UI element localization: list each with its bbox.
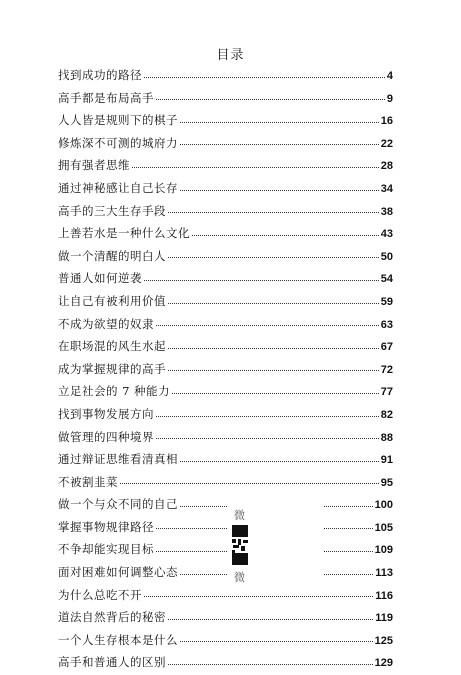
toc-entry-label: 立足社会的 7 种能力	[58, 384, 171, 399]
toc-entry[interactable]	[58, 493, 393, 516]
toc-entry-label: 高手的三大生存手段	[58, 203, 166, 218]
toc-entry-page-number: 72	[380, 363, 393, 376]
toc-entry-page-number: 88	[380, 431, 393, 444]
toc-entry-page-number: 28	[380, 160, 393, 173]
qr-code-icon	[232, 525, 248, 565]
toc-entry-label: 道法自然背后的秘密	[58, 610, 166, 625]
toc-entry-label: 高手都是布局高手	[58, 90, 154, 105]
toc-dot-leader	[180, 122, 379, 123]
toc-entry-label: 做管理的四种境界	[58, 429, 154, 444]
toc-dot-leader	[168, 664, 373, 665]
toc-entry[interactable]	[58, 245, 393, 268]
toc-entry[interactable]	[58, 109, 393, 132]
toc-entry-page-number: 116	[375, 589, 393, 602]
toc-entry-page-number: 91	[380, 454, 393, 467]
toc-entry-label: 高手和普通人的区别	[58, 655, 166, 670]
toc-entry-label: 面对困难如何调整心态	[58, 565, 178, 580]
toc-entry[interactable]	[58, 448, 393, 471]
toc-entry[interactable]	[58, 200, 393, 223]
toc-entry[interactable]	[58, 426, 393, 449]
toc-entry[interactable]	[58, 380, 393, 403]
toc-entry-label: 做一个与众不同的自己	[58, 497, 178, 512]
toc-entry-page-number: 77	[380, 386, 393, 399]
toc-entry-label: 一个人生存根本是什么	[58, 632, 178, 647]
toc-dot-leader	[192, 235, 379, 236]
toc-entry[interactable]	[58, 403, 393, 426]
toc-entry-page-number: 34	[380, 182, 393, 195]
toc-entry-label: 拥有强者思维	[58, 158, 130, 173]
toc-entry-page-number: 43	[380, 228, 393, 241]
toc-entry-label: 上善若水是一种什么文化	[58, 226, 190, 241]
watermark-text-bottom: 微	[234, 571, 245, 584]
toc-entry-page-number: 16	[380, 115, 393, 128]
toc-entry-page-number: 105	[374, 521, 393, 534]
toc-entry-page-number: 59	[380, 295, 393, 308]
toc-entry-label: 做一个清醒的明白人	[58, 248, 166, 263]
toc-entry-page-number: 38	[380, 205, 393, 218]
toc-entry-label: 不被割韭菜	[58, 474, 118, 489]
toc-entry-page-number: 95	[380, 476, 393, 489]
toc-entry-page-number: 4	[386, 70, 393, 82]
toc-entry-label: 不争却能实现目标	[58, 542, 154, 557]
toc-entry-page-number: 67	[380, 341, 393, 354]
toc-entry-page-number: 63	[380, 318, 393, 331]
toc-entry-page-number: 119	[375, 612, 393, 625]
toc-dot-leader	[144, 280, 379, 281]
toc-entry-page-number: 50	[380, 250, 393, 263]
toc-dot-leader	[156, 325, 379, 326]
toc-dot-leader	[168, 370, 379, 371]
toc-entry-label: 让自己有被利用价值	[58, 293, 166, 308]
toc-list	[58, 64, 393, 674]
toc-dot-leader	[144, 77, 385, 78]
toc-entry-page-number: 22	[380, 137, 393, 150]
toc-entry-label: 在职场混的风生水起	[58, 339, 166, 354]
toc-entry-label: 人人皆是规则下的棋子	[58, 113, 178, 128]
toc-entry[interactable]	[58, 358, 393, 381]
toc-entry-page-number: 125	[374, 634, 393, 647]
toc-entry[interactable]	[58, 154, 393, 177]
toc-entry-label: 修炼深不可测的城府力	[58, 135, 178, 150]
toc-dot-leader	[168, 212, 379, 213]
toc-entry-label: 通过神秘感让自己长存	[58, 180, 178, 195]
toc-entry[interactable]	[58, 64, 393, 87]
toc-entry-page-number: 100	[374, 499, 393, 512]
toc-entry-label: 为什么总吃不开	[58, 587, 142, 602]
toc-entry-label: 普通人如何逆袭	[58, 271, 142, 286]
toc-entry[interactable]	[58, 177, 393, 200]
toc-dot-leader	[156, 438, 379, 439]
toc-entry[interactable]	[58, 132, 393, 155]
toc-entry[interactable]	[58, 561, 393, 584]
toc-entry-page-number: 82	[380, 408, 393, 421]
toc-entry-page-number: 9	[386, 92, 393, 105]
watermark-text-top: 微	[234, 509, 245, 522]
toc-dot-leader	[144, 596, 373, 597]
toc-entry[interactable]	[58, 313, 393, 336]
toc-dot-leader	[168, 257, 379, 258]
toc-dot-leader	[180, 144, 379, 145]
toc-title: 目录	[216, 48, 245, 63]
toc-entry-label: 不成为欲望的奴隶	[58, 316, 154, 331]
toc-entry[interactable]	[58, 651, 393, 674]
watermark	[228, 503, 324, 587]
toc-entry-page-number: 129	[374, 657, 393, 670]
toc-dot-leader	[172, 393, 379, 394]
toc-dot-leader	[180, 190, 379, 191]
toc-entry-label: 掌握事物规律路径	[58, 519, 154, 534]
toc-dot-leader	[156, 416, 379, 417]
toc-dot-leader	[120, 483, 379, 484]
toc-dot-leader	[180, 641, 373, 642]
toc-dot-leader	[168, 348, 379, 349]
toc-entry[interactable]	[58, 267, 393, 290]
toc-entry[interactable]	[58, 516, 393, 539]
toc-entry-page-number: 109	[374, 544, 393, 557]
toc-entry[interactable]	[58, 629, 393, 652]
toc-entry[interactable]	[58, 335, 393, 358]
toc-entry[interactable]	[58, 290, 393, 313]
toc-entry[interactable]	[58, 87, 393, 110]
toc-entry[interactable]	[58, 538, 393, 561]
toc-entry-label: 找到事物发展方向	[58, 406, 154, 421]
toc-dot-leader	[168, 619, 373, 620]
toc-dot-leader	[156, 99, 385, 100]
toc-entry-label: 通过辩证思维看清真相	[58, 452, 178, 467]
toc-dot-leader	[168, 303, 379, 304]
toc-dot-leader	[180, 461, 379, 462]
toc-entry[interactable]	[58, 471, 393, 494]
toc-entry-page-number: 54	[380, 273, 393, 286]
toc-entry[interactable]	[58, 584, 393, 607]
toc-entry-label: 成为掌握规律的高手	[58, 361, 166, 376]
toc-entry-label: 找到成功的路径	[58, 68, 142, 82]
toc-dot-leader	[132, 167, 379, 168]
toc-entry-page-number: 113	[375, 567, 393, 580]
toc-entry[interactable]	[58, 222, 393, 245]
